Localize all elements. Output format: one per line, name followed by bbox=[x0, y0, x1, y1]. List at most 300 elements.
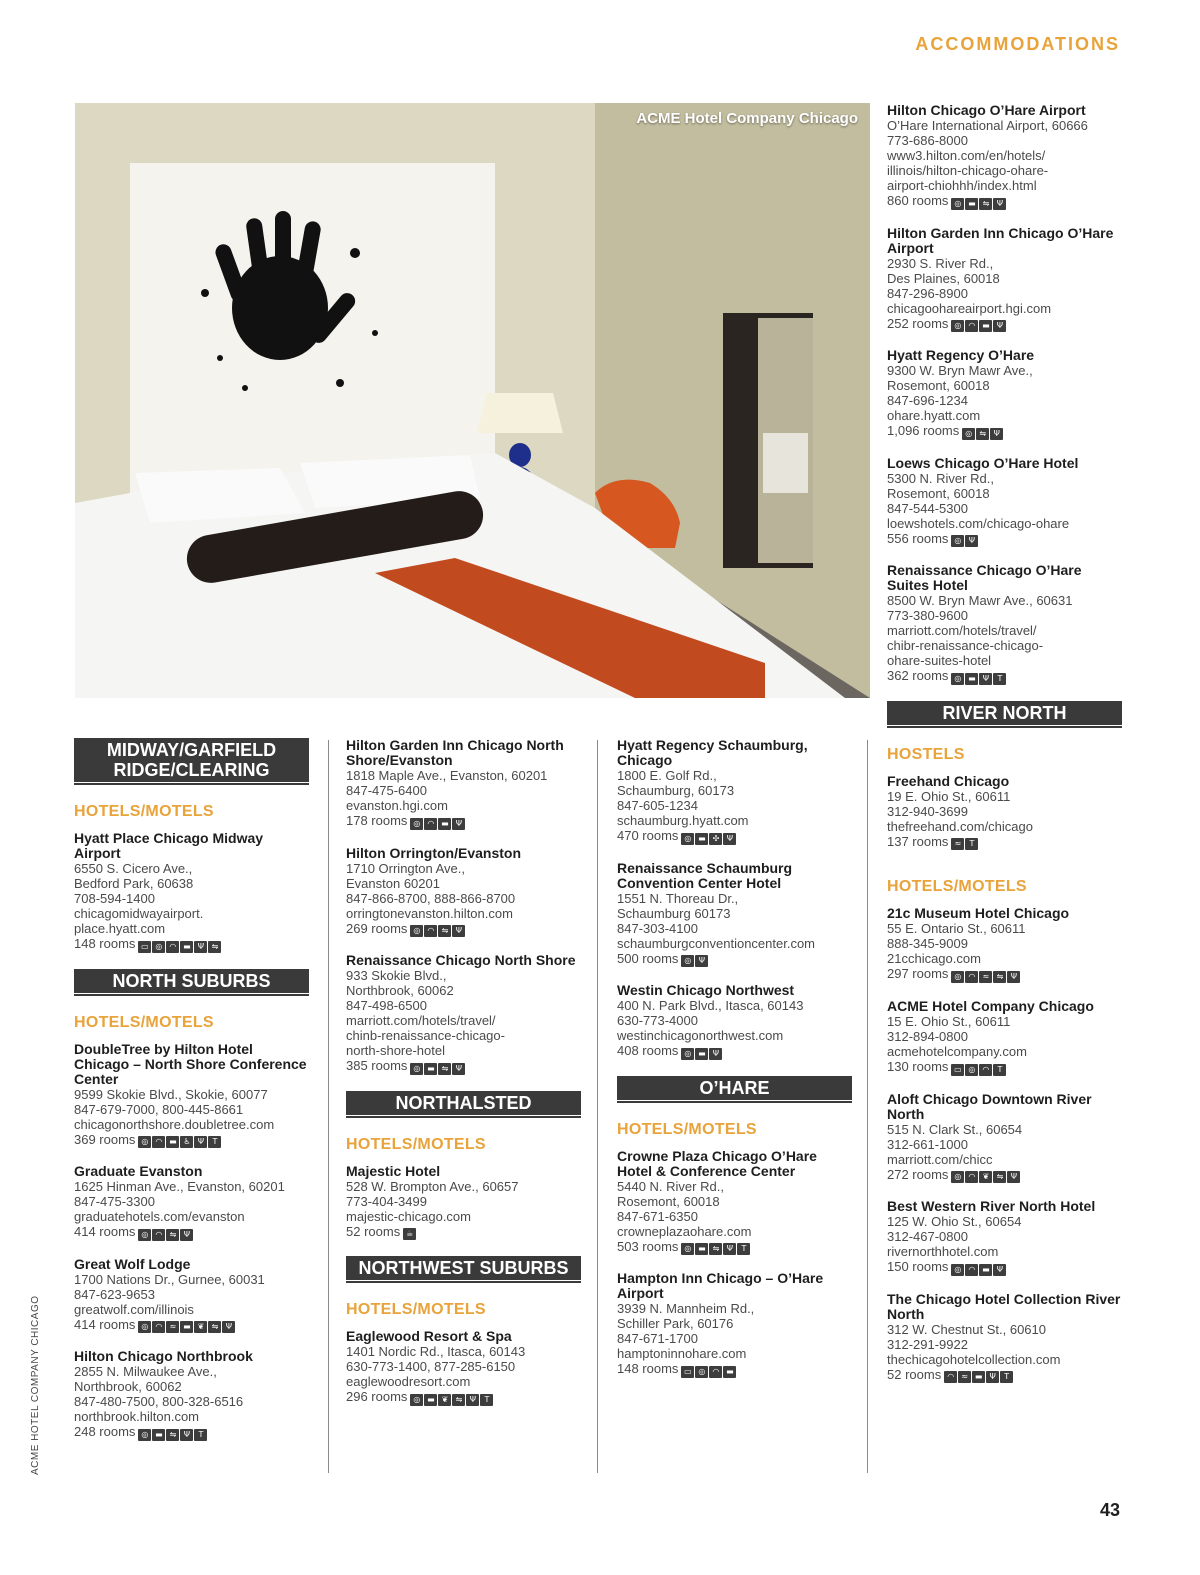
hotel-room-illustration bbox=[75, 103, 870, 698]
restaurant-icon: Ψ bbox=[452, 1063, 465, 1075]
listing-url[interactable]: chicagomidwayairport. bbox=[74, 906, 204, 921]
amenity-icons bbox=[681, 829, 737, 845]
listing-url[interactable]: thefreehand.com/chicago bbox=[887, 818, 1033, 834]
listing bbox=[74, 1257, 309, 1334]
listing-phone: 847-303-4100 bbox=[617, 920, 698, 936]
listing-city: Schaumburg 60173 bbox=[617, 905, 731, 921]
listing-url[interactable]: orringtonevanston.hilton.com bbox=[346, 905, 513, 921]
listing-address: 125 W. Ohio St., 60654 bbox=[887, 1214, 1022, 1230]
restaurant-icon: Ψ bbox=[993, 320, 1006, 332]
transit-icon: T bbox=[993, 1064, 1006, 1076]
listing-url[interactable]: ohare.hyatt.com bbox=[887, 408, 981, 424]
coffee-icon: ☕ bbox=[403, 1228, 416, 1240]
publication-spine-label: ACME HOTEL COMPANY CHICAGO bbox=[30, 1295, 41, 1475]
listing-rooms bbox=[617, 1043, 852, 1060]
conference-icon: ◎ bbox=[410, 1394, 423, 1406]
listing-phone: 847-623-9653 bbox=[74, 1286, 155, 1302]
transit-icon: T bbox=[737, 1243, 750, 1255]
listing-name: Hilton Garden Inn Chicago North Shore/Evanston bbox=[346, 737, 564, 768]
listing-url[interactable]: crowneplazaohare.com bbox=[617, 1223, 752, 1239]
listing-url[interactable]: airport-chiohhh/index.html bbox=[887, 178, 1037, 193]
wifi-icon: ◠ bbox=[709, 1366, 722, 1378]
tv-icon: ▭ bbox=[951, 1064, 964, 1076]
listing-url[interactable]: thechicagohotelcollection.com bbox=[887, 1351, 1061, 1367]
listing-city: Rosemont, 60018 bbox=[887, 485, 990, 501]
conference-icon: ◎ bbox=[951, 1264, 964, 1276]
listing bbox=[617, 861, 852, 968]
restaurant-icon: Ψ bbox=[965, 535, 978, 547]
listing-city: Bedford Park, 60638 bbox=[74, 876, 194, 891]
amenity-icons bbox=[681, 1239, 751, 1255]
listing-address: 312 W. Chestnut St., 60610 bbox=[887, 1321, 1046, 1337]
listing-address: 5440 N. River Rd., bbox=[617, 1178, 724, 1194]
listing-name: Westin Chicago Northwest bbox=[617, 982, 795, 999]
listing bbox=[887, 999, 1122, 1076]
column-divider bbox=[867, 740, 868, 1473]
listing-rooms bbox=[74, 1224, 309, 1241]
listing-url[interactable]: marriott.com/chicc bbox=[887, 1151, 993, 1167]
bed-icon: ▬ bbox=[424, 1394, 437, 1406]
amenity-icons bbox=[951, 531, 979, 547]
pool-icon: ≈ bbox=[166, 1321, 179, 1333]
listing-url[interactable]: ohare-suites-hotel bbox=[887, 653, 992, 669]
rooms-count: 137 rooms bbox=[887, 833, 949, 849]
listing-city: Des Plaines, 60018 bbox=[887, 270, 1000, 286]
listing-phone: 847-605-1234 bbox=[617, 798, 698, 813]
amenity-icons bbox=[951, 316, 1007, 332]
listing-url[interactable]: north-shore-hotel bbox=[346, 1043, 445, 1059]
listing-name: Renaissance Schaumburg Convention Center Hotel bbox=[617, 859, 793, 891]
amenity-icons bbox=[681, 1044, 723, 1060]
bed-icon: ▬ bbox=[180, 941, 193, 953]
listing-name: Crowne Plaza Chicago O’Hare Hotel & Conference Center bbox=[617, 1147, 817, 1179]
listing-rooms bbox=[346, 813, 581, 830]
amenity-icons bbox=[951, 1260, 1007, 1276]
rooms-count: 503 rooms bbox=[617, 1238, 679, 1254]
listing-phone: 708-594-1400 bbox=[74, 891, 155, 906]
listing-rooms bbox=[617, 1239, 852, 1256]
column-2 bbox=[346, 738, 581, 1422]
listing bbox=[617, 983, 852, 1060]
listing-rooms bbox=[887, 531, 1122, 548]
listing-city: Rosemont, 60018 bbox=[887, 378, 990, 394]
listing-url[interactable]: chinb-renaissance-chicago- bbox=[346, 1028, 505, 1044]
restaurant-icon: Ψ bbox=[180, 1229, 193, 1241]
listing-address: 9599 Skokie Blvd., Skokie, 60077 bbox=[74, 1086, 268, 1102]
fitness-icon: ⇋ bbox=[438, 1063, 451, 1075]
listing bbox=[887, 103, 1122, 210]
listing bbox=[346, 738, 581, 830]
listing-phone: 630-773-4000 bbox=[617, 1013, 698, 1029]
amenity-icons bbox=[681, 951, 709, 967]
transit-icon: T bbox=[993, 673, 1006, 685]
pets-icon: ✣ bbox=[709, 833, 722, 845]
region-midway: MIDWAY/GARFIELD RIDGE/CLEARING bbox=[74, 738, 309, 783]
bed-icon: ▬ bbox=[166, 1136, 179, 1148]
wifi-icon: ◠ bbox=[965, 1264, 978, 1276]
listing-address: 1551 N. Thoreau Dr., bbox=[617, 890, 739, 906]
conference-icon: ◎ bbox=[681, 955, 694, 967]
conference-icon: ◎ bbox=[138, 1321, 151, 1333]
listing-address: 1401 Nordic Rd., Itasca, 60143 bbox=[346, 1344, 526, 1360]
amenity-icons bbox=[138, 1225, 194, 1241]
listing bbox=[887, 456, 1122, 548]
amenity-icons bbox=[138, 1425, 208, 1441]
listing bbox=[887, 906, 1122, 983]
wifi-icon: ◠ bbox=[424, 925, 437, 937]
restaurant-icon: Ψ bbox=[709, 1048, 722, 1060]
listing-address: 19 E. Ohio St., 60611 bbox=[887, 788, 1011, 804]
conference-icon: ◎ bbox=[951, 198, 964, 210]
region-north-suburbs: NORTH SUBURBS bbox=[74, 969, 309, 994]
listing-phone: 847-296-8900 bbox=[887, 285, 968, 301]
category-heading: HOTELS/MOTELS bbox=[346, 1301, 486, 1319]
restaurant-icon: Ψ bbox=[723, 1243, 736, 1255]
listing-url[interactable]: rivernorthhotel.com bbox=[887, 1244, 999, 1260]
listing bbox=[346, 953, 581, 1075]
listing-phone: 312-291-9922 bbox=[887, 1336, 968, 1352]
bed-icon: ▬ bbox=[424, 1063, 437, 1075]
listing-phone: 847-671-6350 bbox=[617, 1208, 698, 1224]
section-title: ACCOMMODATIONS bbox=[915, 34, 1120, 54]
listing-rooms bbox=[887, 1167, 1122, 1184]
listing-name: Renaissance Chicago O’Hare Suites Hotel bbox=[887, 562, 1082, 594]
listing-url[interactable]: www3.hilton.com/en/hotels/ bbox=[887, 148, 1046, 163]
listing bbox=[887, 1199, 1122, 1276]
wifi-icon: ◠ bbox=[965, 971, 978, 983]
bed-icon: ▬ bbox=[695, 1048, 708, 1060]
listing-url[interactable]: marriott.com/hotels/travel/ bbox=[346, 1013, 496, 1029]
amenity-icons bbox=[410, 1059, 466, 1075]
listing-address: 6550 S. Cicero Ave., bbox=[74, 861, 193, 876]
amenity-icons bbox=[138, 1132, 222, 1148]
listing-name: 21c Museum Hotel Chicago bbox=[887, 905, 1070, 922]
listing-address: 933 Skokie Blvd., bbox=[346, 968, 447, 984]
column-3 bbox=[617, 738, 852, 1394]
rooms-count: 362 rooms bbox=[887, 668, 949, 684]
bed-icon: ▬ bbox=[965, 198, 978, 210]
listing-rooms bbox=[617, 951, 852, 968]
listing-url[interactable]: graduatehotels.com/evanston bbox=[74, 1209, 245, 1225]
listing-phone: 847-866-8700, 888-866-8700 bbox=[346, 890, 516, 906]
fitness-icon: ⇋ bbox=[452, 1394, 465, 1406]
listing-city: Evanston 60201 bbox=[346, 875, 440, 891]
rooms-count: 248 rooms bbox=[74, 1424, 136, 1440]
listing-url[interactable]: chicagonorthshore.doubletree.com bbox=[74, 1116, 275, 1132]
listing-address: 528 W. Brompton Ave., 60657 bbox=[346, 1178, 519, 1194]
rooms-count: 297 rooms bbox=[887, 966, 949, 982]
listing-city: Northbrook, 60062 bbox=[74, 1379, 182, 1395]
conference-icon: ◎ bbox=[951, 320, 964, 332]
tv-icon: ▭ bbox=[138, 941, 151, 953]
wifi-icon: ◠ bbox=[979, 1064, 992, 1076]
wifi-icon: ◠ bbox=[152, 1321, 165, 1333]
listing-name: Aloft Chicago Downtown River North bbox=[887, 1090, 1092, 1122]
listing-url[interactable]: greatwolf.com/illinois bbox=[74, 1301, 194, 1317]
listing-address: 1800 E. Golf Rd., bbox=[617, 768, 717, 783]
listing-name: Graduate Evanston bbox=[74, 1163, 203, 1180]
listing-url[interactable]: illinois/hilton-chicago-ohare- bbox=[887, 163, 1049, 178]
rooms-count: 52 rooms bbox=[346, 1223, 401, 1239]
listing-address: 1818 Maple Ave., Evanston, 60201 bbox=[346, 768, 548, 783]
region-river-north: RIVER NORTH bbox=[887, 701, 1122, 726]
conference-icon: ◎ bbox=[410, 925, 423, 937]
rooms-count: 296 rooms bbox=[346, 1389, 408, 1405]
listing-city: Rosemont, 60018 bbox=[617, 1193, 720, 1209]
listing-url[interactable]: chicagooharеairport.hgi.com bbox=[887, 300, 1052, 316]
restaurant-icon: Ψ bbox=[990, 428, 1003, 440]
rooms-count: 1,096 rooms bbox=[887, 423, 960, 439]
amenity-icons bbox=[951, 834, 979, 850]
fitness-icon: ⇋ bbox=[438, 925, 451, 937]
amenity-icons bbox=[410, 1390, 494, 1406]
wifi-icon: ◠ bbox=[944, 1371, 957, 1383]
listing-phone: 312-894-0800 bbox=[887, 1028, 968, 1044]
transit-icon: T bbox=[1000, 1371, 1013, 1383]
listing bbox=[74, 831, 309, 953]
fitness-icon: ⇋ bbox=[979, 198, 992, 210]
rooms-count: 252 rooms bbox=[887, 315, 949, 331]
amenity-icons bbox=[944, 1367, 1014, 1383]
listing-phone: 312-940-3699 bbox=[887, 803, 968, 819]
listing-url[interactable]: schaumburg.hyatt.com bbox=[617, 813, 749, 828]
conference-icon: ◎ bbox=[695, 1366, 708, 1378]
restaurant-icon: Ψ bbox=[180, 1429, 193, 1441]
rooms-count: 414 rooms bbox=[74, 1316, 136, 1332]
listing bbox=[346, 1329, 581, 1406]
amenity-icons bbox=[951, 194, 1007, 210]
listing-city: Schiller Park, 60176 bbox=[617, 1316, 734, 1332]
restaurant-icon: Ψ bbox=[993, 1264, 1006, 1276]
listing-rooms bbox=[346, 921, 581, 938]
transit-icon: T bbox=[208, 1136, 221, 1148]
conference-icon: ◎ bbox=[410, 1063, 423, 1075]
listing bbox=[887, 563, 1122, 685]
wifi-icon: ◠ bbox=[166, 941, 179, 953]
listing-address: 1700 Nations Dr., Gurnee, 60031 bbox=[74, 1271, 265, 1287]
rooms-count: 408 rooms bbox=[617, 1043, 679, 1059]
restaurant-icon: Ψ bbox=[993, 198, 1006, 210]
listing-name: Hampton Inn Chicago – O’Hare Airport bbox=[617, 1270, 824, 1302]
listing-rooms bbox=[74, 1317, 309, 1334]
column-4 bbox=[887, 103, 1122, 1399]
conference-icon: ◎ bbox=[681, 1243, 694, 1255]
restaurant-icon: Ψ bbox=[979, 673, 992, 685]
conference-icon: ◎ bbox=[138, 1429, 151, 1441]
amenity-icons bbox=[138, 937, 222, 953]
photo-caption: ACME Hotel Company Chicago bbox=[636, 110, 858, 127]
bed-icon: ▬ bbox=[965, 673, 978, 685]
listing-phone: 847-544-5300 bbox=[887, 500, 968, 516]
listing-rooms bbox=[887, 193, 1122, 210]
listing-rooms bbox=[346, 1058, 581, 1075]
listing-address: 5300 N. River Rd., bbox=[887, 470, 994, 486]
conference-icon: ◎ bbox=[951, 535, 964, 547]
listing-address: 9300 W. Bryn Mawr Ave., bbox=[887, 363, 1033, 379]
listing-rooms bbox=[74, 1424, 309, 1441]
listing-name: Hyatt Regency O’Hare bbox=[887, 347, 1035, 364]
restaurant-icon: Ψ bbox=[194, 941, 207, 953]
restaurant-icon: Ψ bbox=[723, 833, 736, 845]
fitness-icon: ⇋ bbox=[208, 1321, 221, 1333]
bed-icon: ▬ bbox=[438, 818, 451, 830]
rooms-count: 272 rooms bbox=[887, 1166, 949, 1182]
listing bbox=[887, 1092, 1122, 1184]
rooms-count: 470 rooms bbox=[617, 828, 679, 843]
conference-icon: ◎ bbox=[951, 673, 964, 685]
tv-icon: ▭ bbox=[681, 1366, 694, 1378]
listing-rooms bbox=[74, 1132, 309, 1149]
conference-icon: ◎ bbox=[138, 1136, 151, 1148]
rooms-count: 130 rooms bbox=[887, 1058, 949, 1074]
bed-icon: ▬ bbox=[723, 1366, 736, 1378]
listing-address: 400 N. Park Blvd., Itasca, 60143 bbox=[617, 998, 804, 1014]
listing-url[interactable]: loewshotels.com/chicago-ohare bbox=[887, 515, 1070, 531]
rooms-count: 414 rooms bbox=[74, 1224, 136, 1240]
listing-url[interactable]: schaumburgconventioncenter.com bbox=[617, 935, 816, 951]
rooms-count: 150 rooms bbox=[887, 1259, 949, 1275]
conference-icon: ◎ bbox=[951, 1171, 964, 1183]
bed-icon: ▬ bbox=[695, 1243, 708, 1255]
listing-url[interactable]: northbrook.hilton.com bbox=[74, 1409, 200, 1425]
conference-icon: ◎ bbox=[681, 1048, 694, 1060]
restaurant-icon: Ψ bbox=[695, 955, 708, 967]
listing-url[interactable]: acmehotelcompany.com bbox=[887, 1043, 1027, 1059]
listing-rooms bbox=[887, 316, 1122, 333]
spa-icon: ❦ bbox=[194, 1321, 207, 1333]
bed-icon: ▬ bbox=[979, 320, 992, 332]
spa-icon: ❦ bbox=[979, 1171, 992, 1183]
category-heading: HOTELS/MOTELS bbox=[887, 878, 1027, 896]
listing bbox=[617, 1271, 852, 1378]
conference-icon: ◎ bbox=[410, 818, 423, 830]
rooms-count: 178 rooms bbox=[346, 813, 408, 828]
listing-phone: 630-773-1400, 877-285-6150 bbox=[346, 1359, 516, 1375]
listing-name: Hilton Garden Inn Chicago O’Hare Airport bbox=[887, 224, 1114, 256]
listing-phone: 847-475-6400 bbox=[346, 783, 427, 798]
listing-url[interactable]: westinchicagonorthwest.com bbox=[617, 1028, 784, 1044]
restaurant-icon: Ψ bbox=[222, 1321, 235, 1333]
listing-name: DoubleTree by Hilton Hotel Chicago – North Shore Conference Center bbox=[74, 1040, 307, 1087]
listing-rooms bbox=[887, 1059, 1122, 1076]
listing-name: Hilton Chicago O’Hare Airport bbox=[887, 102, 1086, 118]
restaurant-icon: Ψ bbox=[194, 1136, 207, 1148]
column-1 bbox=[74, 738, 309, 1457]
wifi-icon: ◠ bbox=[965, 320, 978, 332]
listing-rooms bbox=[887, 668, 1122, 685]
restaurant-icon: Ψ bbox=[466, 1394, 479, 1406]
listing bbox=[74, 1164, 309, 1241]
listing-phone: 847-475-3300 bbox=[74, 1194, 155, 1210]
listing bbox=[74, 1349, 309, 1441]
listing-rooms bbox=[346, 1224, 581, 1241]
bed-icon: ▬ bbox=[152, 1429, 165, 1441]
amenity-icons bbox=[951, 1167, 1021, 1183]
listing-name: Best Western River North Hotel bbox=[887, 1198, 1096, 1215]
listing-address: 1625 Hinman Ave., Evanston, 60201 bbox=[74, 1179, 285, 1195]
amenity-icons bbox=[951, 1060, 1007, 1076]
restaurant-icon: Ψ bbox=[1007, 971, 1020, 983]
listing-rooms bbox=[617, 828, 852, 845]
column-divider bbox=[328, 740, 329, 1473]
listing-rooms bbox=[346, 1389, 581, 1406]
category-heading: HOTELS/MOTELS bbox=[74, 803, 214, 820]
listing-url[interactable]: eaglewoodresort.com bbox=[346, 1374, 471, 1390]
amenity-icons bbox=[962, 424, 1004, 440]
listing-name: Majestic Hotel bbox=[346, 1162, 441, 1179]
listing-url[interactable]: majestic-chicago.com bbox=[346, 1208, 471, 1224]
listing-address: 55 E. Ontario St., 60611 bbox=[887, 921, 1026, 937]
conference-icon: ◎ bbox=[962, 428, 975, 440]
listing-address: 3939 N. Mannheim Rd., bbox=[617, 1301, 755, 1317]
listing-url[interactable]: hamptoninnohare.com bbox=[617, 1346, 747, 1362]
fitness-icon: ⇋ bbox=[993, 971, 1006, 983]
listing-phone: 773-380-9600 bbox=[887, 608, 968, 624]
fitness-icon: ⇋ bbox=[976, 428, 989, 440]
listing-phone: 773-404-3499 bbox=[346, 1193, 427, 1209]
listing-address: 515 N. Clark St., 60654 bbox=[887, 1121, 1023, 1137]
spa-icon: ❦ bbox=[438, 1394, 451, 1406]
listing-city: Schaumburg, 60173 bbox=[617, 783, 735, 798]
listing-rooms bbox=[887, 423, 1122, 440]
listing-phone: 847-671-1700 bbox=[617, 1331, 698, 1347]
fitness-icon: ⇋ bbox=[166, 1229, 179, 1241]
listing-url[interactable]: place.hyatt.com bbox=[74, 921, 166, 936]
listing-address: 8500 W. Bryn Mawr Ave., 60631 bbox=[887, 593, 1073, 609]
listing bbox=[887, 1292, 1122, 1384]
listing-phone: 847-696-1234 bbox=[887, 393, 968, 409]
transit-icon: T bbox=[480, 1394, 493, 1406]
listing-name: Great Wolf Lodge bbox=[74, 1255, 191, 1272]
amenity-icons bbox=[681, 1362, 737, 1378]
wifi-icon: ◠ bbox=[152, 1136, 165, 1148]
fitness-icon: ⇋ bbox=[709, 1243, 722, 1255]
bed-icon: ▬ bbox=[979, 1264, 992, 1276]
restaurant-icon: Ψ bbox=[452, 818, 465, 830]
listing-url[interactable]: chibr-renaissance-chicago- bbox=[887, 638, 1044, 654]
listing-address: 2855 N. Milwaukee Ave., bbox=[74, 1364, 217, 1380]
listing-address: 2930 S. River Rd., bbox=[887, 255, 994, 271]
listing-name: Hyatt Place Chicago Midway Airport bbox=[74, 830, 264, 861]
listing-rooms bbox=[887, 966, 1122, 983]
column-divider bbox=[597, 740, 598, 1473]
hotel-room-photo bbox=[75, 103, 870, 698]
listing-phone: 312-661-1000 bbox=[887, 1136, 968, 1152]
bed-icon: ▬ bbox=[180, 1321, 193, 1333]
listing-url[interactable]: 21cchicago.com bbox=[887, 951, 981, 967]
region-northalsted: NORTHALSTED bbox=[346, 1091, 581, 1116]
listing-phone: 847-480-7500, 800-328-6516 bbox=[74, 1394, 244, 1410]
conference-icon: ◎ bbox=[965, 1064, 978, 1076]
listing-rooms bbox=[887, 834, 1122, 851]
rooms-count: 369 rooms bbox=[74, 1131, 136, 1147]
listing-name: Renaissance Chicago North Shore bbox=[346, 952, 576, 969]
wifi-icon: ◠ bbox=[152, 1229, 165, 1241]
listing bbox=[346, 1164, 581, 1241]
listing-rooms bbox=[887, 1367, 1122, 1384]
region-northwest-suburbs: NORTHWEST SUBURBS bbox=[346, 1256, 581, 1281]
transit-icon: T bbox=[965, 838, 978, 850]
listing-rooms bbox=[74, 936, 309, 953]
listing-name: Hyatt Regency Schaumburg, Chicago bbox=[617, 737, 808, 768]
conference-icon: ◎ bbox=[951, 971, 964, 983]
rooms-count: 269 rooms bbox=[346, 920, 408, 936]
listing-url[interactable]: marriott.com/hotels/travel/ bbox=[887, 623, 1037, 639]
listing-url[interactable]: evanston.hgi.com bbox=[346, 798, 448, 813]
listing-city: Northbrook, 60062 bbox=[346, 983, 454, 999]
listing-address: 15 E. Ohio St., 60611 bbox=[887, 1013, 1011, 1029]
category-heading: HOTELS/MOTELS bbox=[346, 1135, 486, 1153]
